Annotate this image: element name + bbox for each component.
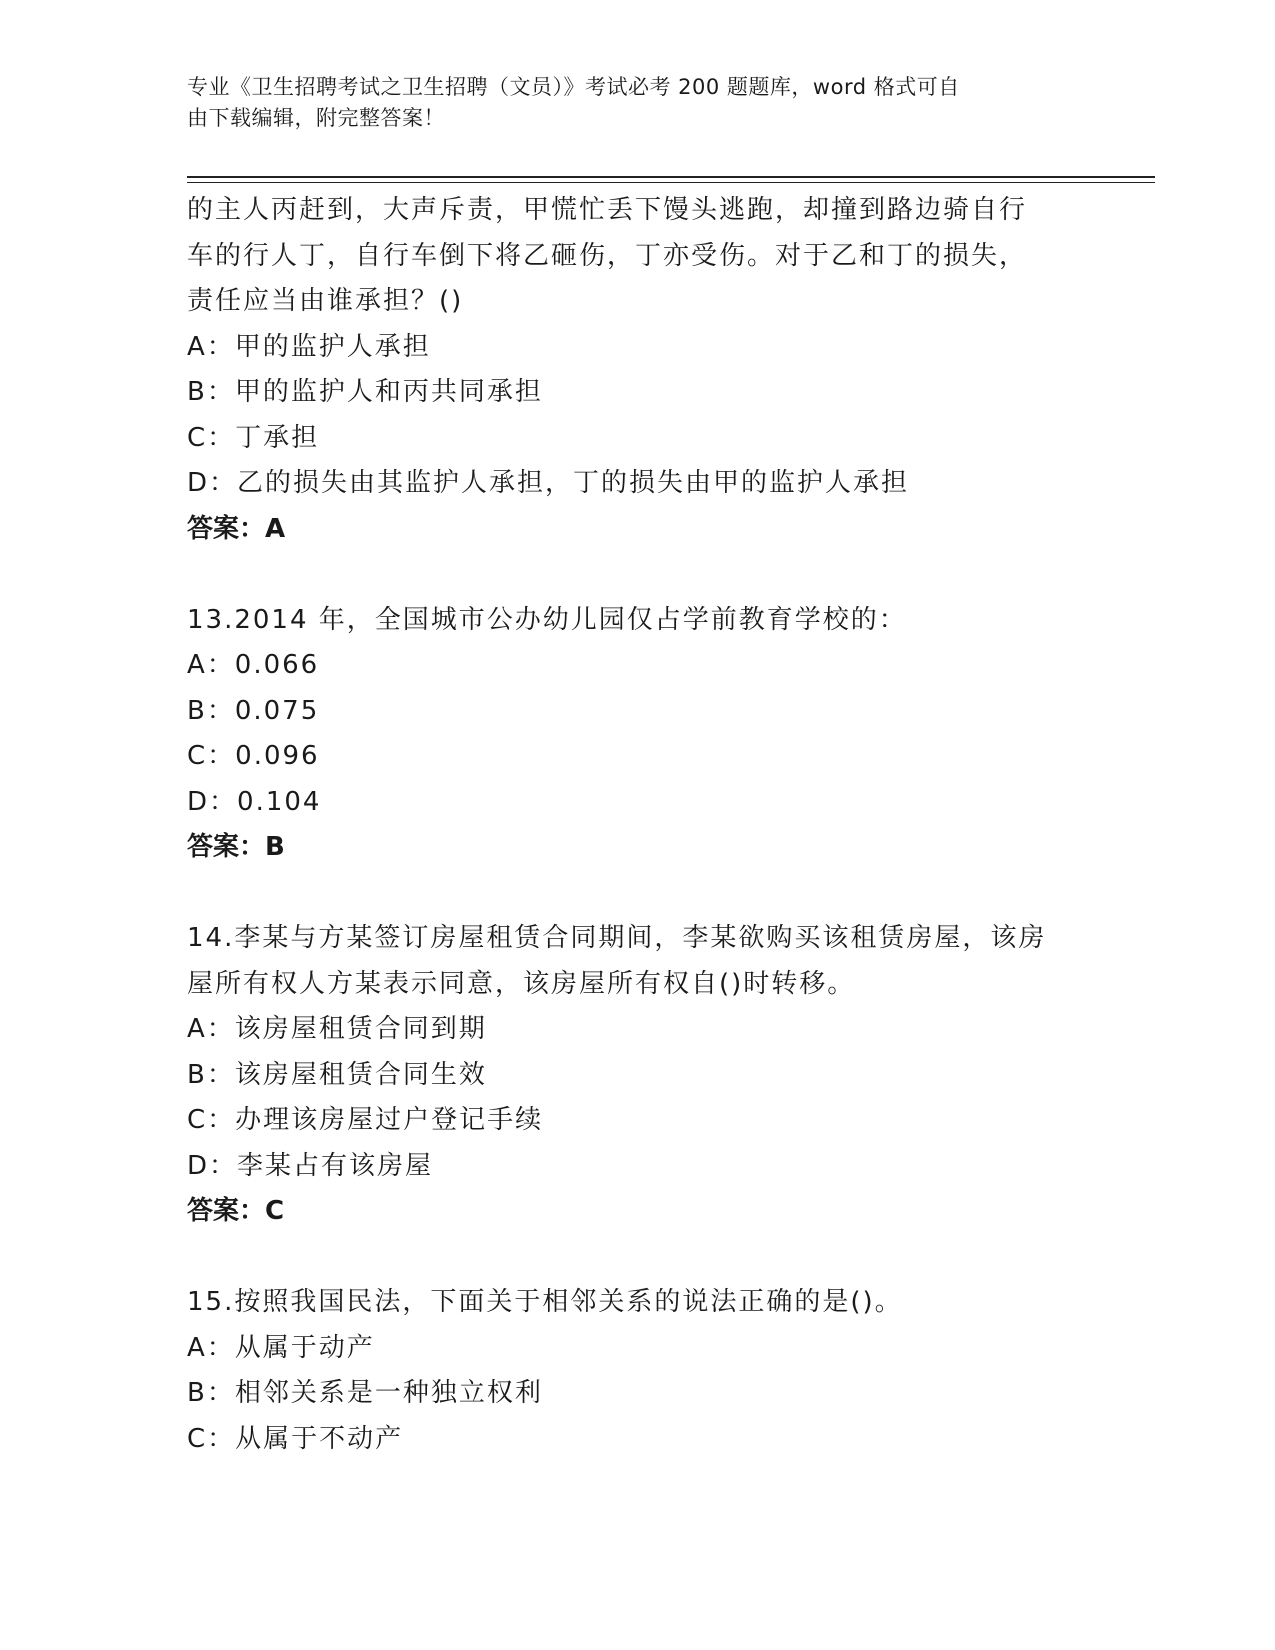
option-c: C：办理该房屋过户登记手续 xyxy=(187,1105,544,1135)
option-b: B：甲的监护人和丙共同承担 xyxy=(187,377,543,407)
question-12-continued xyxy=(187,188,1087,552)
header-rule-thick xyxy=(187,176,1155,178)
question-content xyxy=(187,188,1087,1462)
answer-line: 答案：B xyxy=(187,832,285,862)
option-b: B：相邻关系是一种独立权利 xyxy=(187,1378,543,1408)
question-13 xyxy=(187,598,1087,871)
document-header xyxy=(187,72,1087,134)
question-stem: 15.按照我国民法，下面关于相邻关系的说法正确的是()。 xyxy=(187,1287,903,1317)
option-a: A：该房屋租赁合同到期 xyxy=(187,1014,487,1044)
answer-line: 答案：C xyxy=(187,1196,285,1226)
question-stem-line: 车的行人丁，自行车倒下将乙砸伤，丁亦受伤。对于乙和丁的损失， xyxy=(187,240,1028,271)
header-line-1: 专业《卫生招聘考试之卫生招聘（文员）》考试必考 200 题题库，word 格式可自 xyxy=(187,75,960,99)
question-15 xyxy=(187,1280,1087,1462)
header-rule-thin xyxy=(187,182,1155,183)
option-d: D：李某占有该房屋 xyxy=(187,1150,434,1181)
question-stem-line: 的主人丙赶到，大声斥责，甲慌忙丢下馒头逃跑，却撞到路边骑自行 xyxy=(187,195,1028,225)
option-a: A：从属于动产 xyxy=(187,1332,375,1363)
option-c: C：丁承担 xyxy=(187,422,320,453)
question-14 xyxy=(187,916,1087,1235)
question-spacer xyxy=(187,552,1087,598)
question-stem-line: 屋所有权人方某表示同意，该房屋所有权自()时转移。 xyxy=(187,968,856,999)
question-spacer xyxy=(187,1235,1087,1281)
answer-line: 答案：A xyxy=(187,513,286,544)
header-line-2: 由下载编辑，附完整答案！ xyxy=(187,106,445,130)
question-spacer xyxy=(187,871,1087,917)
question-stem-line: 责任应当由谁承担？() xyxy=(187,286,464,316)
option-b: B：该房屋租赁合同生效 xyxy=(187,1059,487,1090)
option-c: C：0.096 xyxy=(187,741,320,771)
option-b: B：0.075 xyxy=(187,695,320,726)
option-c: C：从属于不动产 xyxy=(187,1423,404,1454)
option-d: D：0.104 xyxy=(187,786,322,817)
option-a: A：甲的监护人承担 xyxy=(187,331,431,362)
option-d: D：乙的损失由其监护人承担，丁的损失由甲的监护人承担 xyxy=(187,468,910,498)
question-stem-line: 14.李某与方某签订房屋租赁合同期间，李某欲购买该租赁房屋，该房 xyxy=(187,923,1047,953)
question-stem: 13.2014 年，全国城市公办幼儿园仅占学前教育学校的： xyxy=(187,604,907,635)
option-a: A：0.066 xyxy=(187,650,320,680)
